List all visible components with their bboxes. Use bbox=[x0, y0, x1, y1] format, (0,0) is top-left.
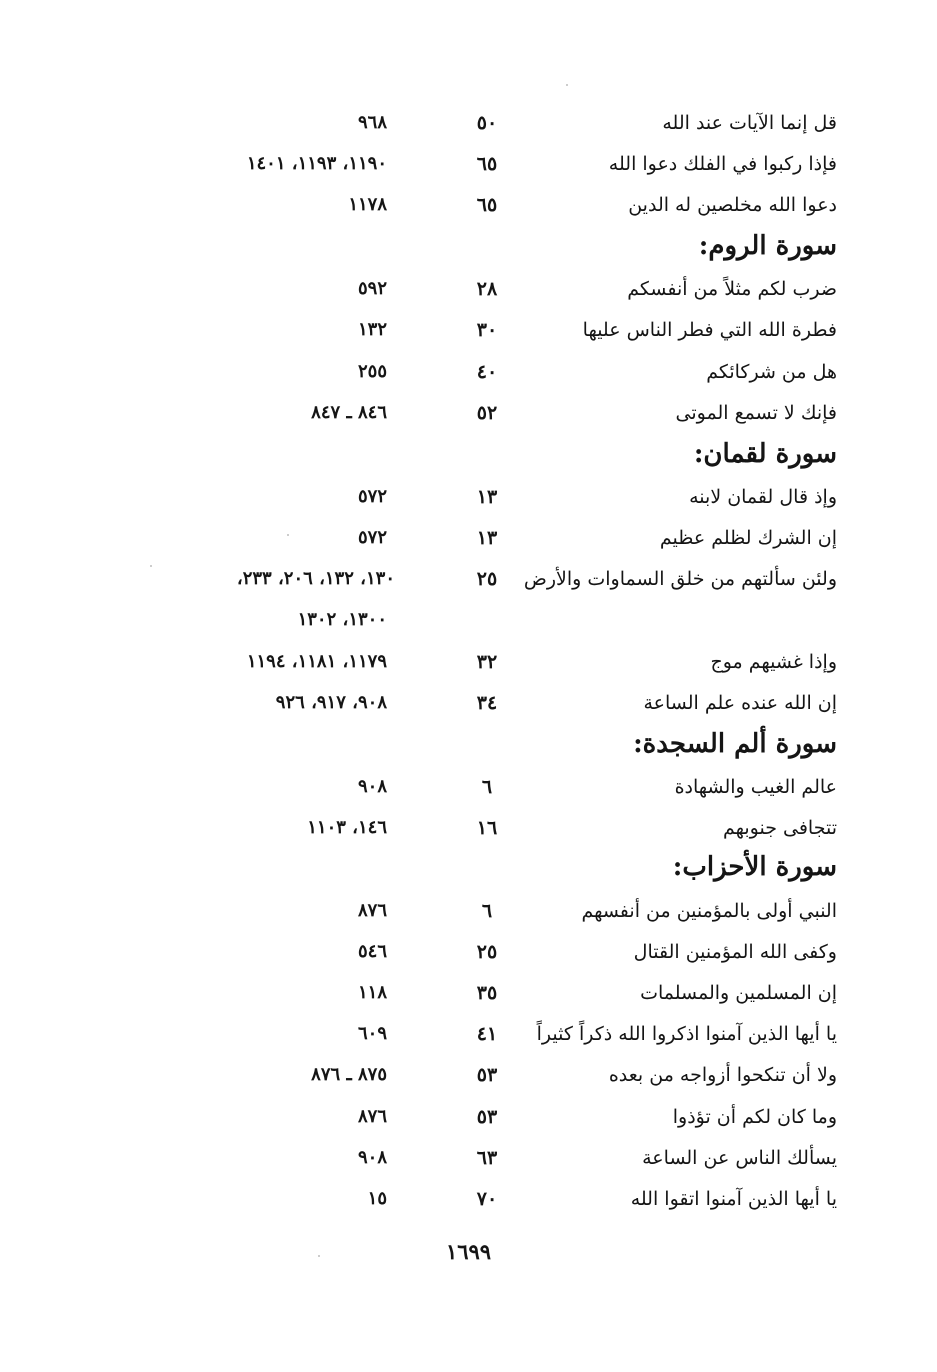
index-row bbox=[0, 1058, 937, 1092]
verse-phrase: فإذا ركبوا في الفلك دعوا الله bbox=[608, 153, 837, 175]
verse-phrase: يا أيها الذين آمنوا اذكروا الله ذكراً كثيراً bbox=[536, 1023, 837, 1045]
page-references: ١١٧٩، ١١٨١، ١١٩٤ bbox=[246, 651, 387, 672]
ayah-number: ١٣ bbox=[476, 486, 498, 508]
verse-phrase: يسألك الناس عن الساعة bbox=[642, 1147, 837, 1169]
page-references: ٩٠٨، ٩١٧، ٩٢٦ bbox=[275, 692, 387, 713]
ayah-number: ٣٠ bbox=[476, 319, 498, 341]
page-references: ١١٧٨ bbox=[348, 194, 387, 215]
page-references: ١٣٠، ١٣٢، ٢٠٦، ٢٣٣، bbox=[236, 568, 395, 589]
index-row bbox=[0, 355, 937, 389]
index-row bbox=[0, 1100, 937, 1134]
scan-speck bbox=[150, 565, 152, 567]
ayah-number: ١٦ bbox=[476, 817, 498, 839]
surah-heading-sajda: سورة ألم السجدة: bbox=[633, 729, 837, 759]
page-references: ٥٧٢ bbox=[357, 486, 387, 507]
ayah-number: ١٣ bbox=[476, 527, 498, 549]
verse-phrase: إن الشرك لظلم عظيم bbox=[659, 527, 837, 549]
verse-phrase: عالم الغيب والشهادة bbox=[674, 776, 837, 798]
page-references: ٩٠٨ bbox=[357, 1147, 387, 1168]
page-references: ١٤٦، ١١٠٣ bbox=[307, 817, 387, 838]
page-references: ٨٧٦ bbox=[357, 1106, 387, 1127]
verse-phrase: تتجافى جنوبهم bbox=[722, 817, 837, 839]
ayah-number: ٧٠ bbox=[476, 1188, 498, 1210]
surah-heading-rum: سورة الروم: bbox=[698, 231, 837, 261]
index-row bbox=[0, 1141, 937, 1175]
ayah-number: ٥٢ bbox=[476, 402, 498, 424]
index-row bbox=[0, 1017, 937, 1051]
page-references: ٢٥٥ bbox=[357, 361, 387, 382]
ayah-number: ٣٥ bbox=[476, 982, 498, 1004]
index-row bbox=[0, 770, 937, 804]
page-references: ٨٤٦ ـ ٨٤٧ bbox=[311, 402, 387, 423]
ayah-number: ٣٤ bbox=[476, 692, 498, 714]
page-references: ٦٠٩ bbox=[357, 1023, 387, 1044]
page-references: ١٣٢ bbox=[357, 319, 387, 340]
page-references: ١١٩٠، ١١٩٣، ١٤٠١ bbox=[246, 153, 387, 174]
ayah-number: ٥٣ bbox=[476, 1064, 498, 1086]
index-row bbox=[0, 645, 937, 679]
index-row bbox=[0, 480, 937, 514]
page-references: ٥٧٢ bbox=[357, 527, 387, 548]
index-row bbox=[0, 188, 937, 222]
surah-heading-luqman: سورة لقمان: bbox=[693, 439, 837, 469]
index-row bbox=[0, 811, 937, 845]
index-row bbox=[0, 1182, 937, 1216]
verse-phrase: ولا أن تنكحوا أزواجه من بعده bbox=[608, 1064, 837, 1086]
index-row bbox=[0, 935, 937, 969]
page-references: ٨٧٥ ـ ٨٧٦ bbox=[311, 1064, 387, 1085]
scan-speck bbox=[566, 84, 568, 86]
page-references-continued: ١٣٠٠، ١٣٠٢ bbox=[297, 609, 387, 630]
ayah-number: ٦ bbox=[481, 900, 493, 922]
page-references: ١١٨ bbox=[357, 982, 387, 1003]
verse-phrase: النبي أولى بالمؤمنين من أنفسهم bbox=[581, 900, 837, 922]
index-row bbox=[0, 686, 937, 720]
verse-phrase: وما كان لكم أن تؤذوا bbox=[672, 1106, 837, 1128]
verse-phrase: يا أيها الذين آمنوا اتقوا الله bbox=[630, 1188, 837, 1210]
verse-phrase: ولئن سألتهم من خلق السماوات والأرض bbox=[523, 568, 837, 590]
verse-phrase: وكفى الله المؤمنين القتال bbox=[633, 941, 837, 963]
page-references: ٩٠٨ bbox=[357, 776, 387, 797]
index-row bbox=[0, 521, 937, 555]
ayah-number: ٣٢ bbox=[476, 651, 498, 673]
ayah-number: ٦٥ bbox=[476, 194, 498, 216]
index-row bbox=[0, 272, 937, 306]
ayah-number: ٢٥ bbox=[476, 568, 498, 590]
ayah-number: ٤١ bbox=[476, 1023, 498, 1045]
page-references: ١٥ bbox=[367, 1188, 387, 1209]
index-row bbox=[0, 976, 937, 1010]
verse-phrase: فطرة الله التي فطر الناس عليها bbox=[582, 319, 837, 341]
verse-phrase: وإذا غشيهم موج bbox=[710, 651, 837, 673]
ayah-number: ٤٠ bbox=[476, 361, 498, 383]
verse-phrase: هل من شركائكم bbox=[706, 361, 837, 383]
index-row bbox=[0, 313, 937, 347]
index-row bbox=[0, 106, 937, 140]
page-references: ٨٧٦ bbox=[357, 900, 387, 921]
ayah-number: ٦٣ bbox=[476, 1147, 498, 1169]
index-row bbox=[0, 396, 937, 430]
verse-phrase: وإذ قال لقمان لابنه bbox=[689, 486, 837, 508]
page-references: ٥٤٦ bbox=[357, 941, 387, 962]
page-references: ٩٦٨ bbox=[357, 112, 387, 133]
ayah-number: ٥٠ bbox=[476, 112, 498, 134]
ayah-number: ٥٣ bbox=[476, 1106, 498, 1128]
ayah-number: ٢٨ bbox=[476, 278, 498, 300]
verse-phrase: فإنك لا تسمع الموتى bbox=[675, 402, 837, 424]
verse-phrase: دعوا الله مخلصين له الدين bbox=[628, 194, 837, 216]
verse-phrase: إن المسلمين والمسلمات bbox=[640, 982, 837, 1004]
verse-phrase: قل إنما الآيات عند الله bbox=[662, 112, 837, 134]
page-number: ١٦٩٩ bbox=[445, 1239, 492, 1264]
scan-speck bbox=[318, 1255, 320, 1257]
index-row bbox=[0, 562, 937, 596]
index-row bbox=[0, 894, 937, 928]
verse-phrase: ضرب لكم مثلاً من أنفسكم bbox=[627, 278, 837, 300]
scan-speck bbox=[287, 534, 289, 536]
index-row bbox=[0, 147, 937, 181]
verse-phrase: إن الله عنده علم الساعة bbox=[643, 692, 837, 714]
index-row-continuation bbox=[0, 603, 937, 637]
ayah-number: ٦ bbox=[481, 776, 493, 798]
ayah-number: ٦٥ bbox=[476, 153, 498, 175]
surah-heading-ahzab: سورة الأحزاب: bbox=[672, 852, 837, 882]
ayah-number: ٢٥ bbox=[476, 941, 498, 963]
page-references: ٥٩٢ bbox=[357, 278, 387, 299]
